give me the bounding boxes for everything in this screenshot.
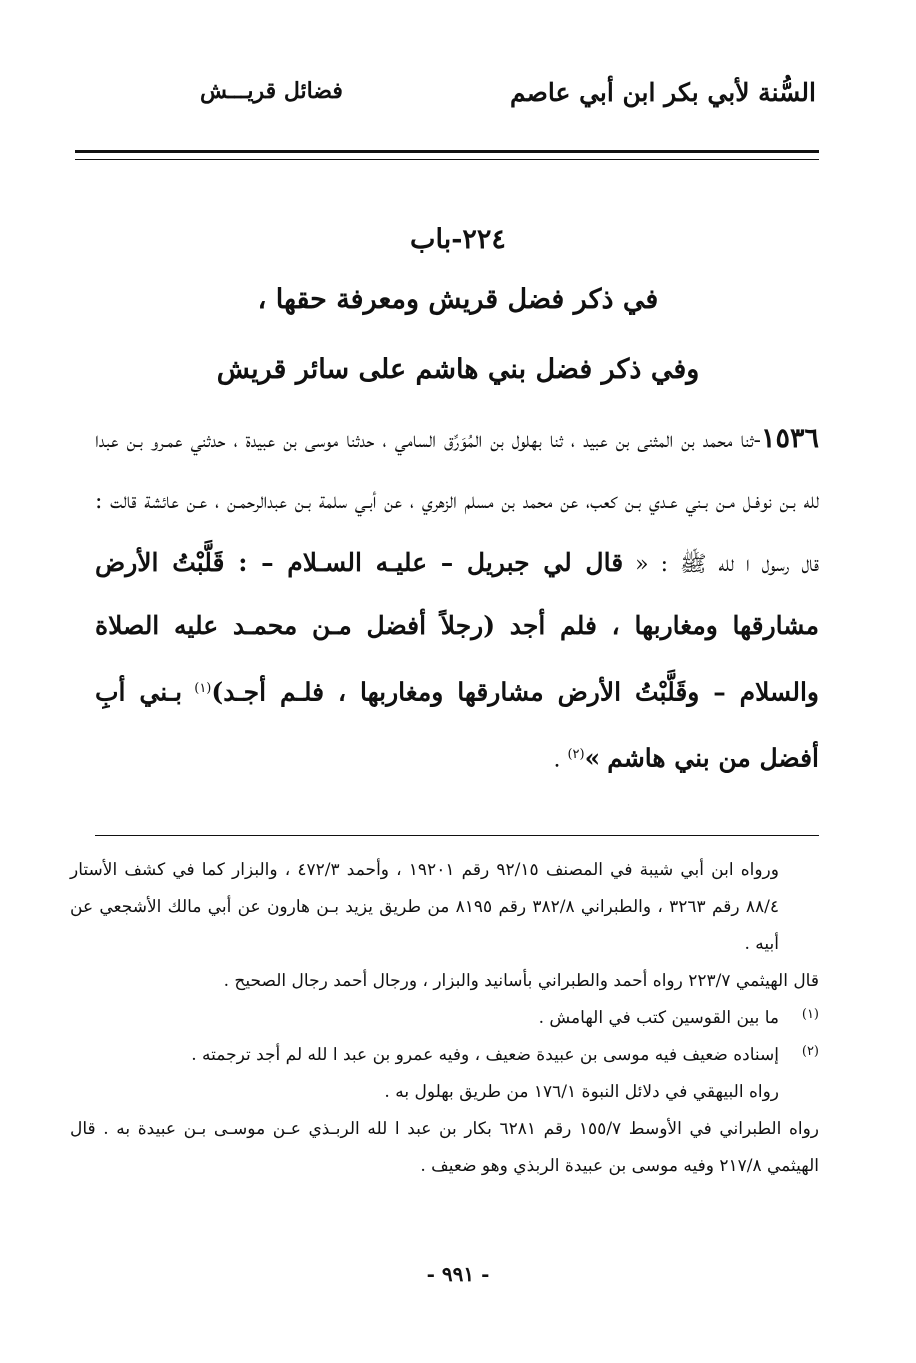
footnote-1-marker: (١) bbox=[801, 1007, 819, 1022]
closing-quote: » bbox=[584, 743, 601, 773]
page-number: - ٩٩١ - bbox=[426, 1262, 490, 1286]
header-rule-thick bbox=[75, 150, 819, 153]
footnote-1-text: ما بين القوسين كتب في الهامش . bbox=[538, 1008, 779, 1028]
hadith-isnad: -ثنا محمد بن المثنى بن عبيد ، ثنا بهلول بن المُوَرِّق السامي ، حدثنا موسى بن عبيدة ، حدثني عمـرو بـن عبدا لله بـن نوفـل مـن بـني عـدي بـن كعب، عن محمد بن مسلم الزهري ، عن أبـي سلمة بـن عبدالرحمـن ، عـن عائشة قالت : قال رسول ا لله ﷺ : « bbox=[95, 428, 819, 577]
footnote-2 bbox=[70, 1037, 819, 1074]
footnote-2-continuation: رواه الطبراني في الأوسط ١٥٥/٧ رقم ٦٢٨١ بكار بن عبد ا لله الربـذي عـن موسـى بـن عبيدة به . قال الهيثمي ٢١٧/٨ وفيه موسى بن عبيدة الربذي وهو ضعيف . bbox=[70, 1119, 820, 1176]
hadith-matn-1: قال لي جبريل – عليـه السـلام – : قَلَّبْتُ الأرض مشارقها ومغاربها ، فلم أجد (رجلاً أفضل مـن محمـد عليه الصلاة والسلام – وقَلَّبْتُ الأرض مشارقها ومغاربها ، فلـم أجـد) bbox=[95, 548, 819, 707]
header-rule-thin bbox=[75, 159, 819, 160]
hadith-number: ١٥٣٦ bbox=[760, 423, 819, 454]
chapter-title-line-2: وفي ذكر فضل بني هاشم على سائر قريش bbox=[216, 354, 700, 385]
chapter-number: ٢٢٤-باب bbox=[410, 224, 506, 255]
footnote-ref-2: (٢) bbox=[567, 747, 585, 763]
section-title: فضائل قريـــش bbox=[200, 78, 343, 104]
footnote-2-text: إسناده ضعيف فيه موسى بن عبيدة ضعيف ، وفيه عمرو بن عبد ا لله لم أجد ترجمته . bbox=[191, 1045, 779, 1065]
hadith-text bbox=[95, 408, 819, 791]
footnotes bbox=[70, 852, 819, 1185]
footnote-rule bbox=[95, 835, 819, 836]
chapter-title-line-1: في ذكر فضل قريش ومعرفة حقها ، bbox=[257, 284, 659, 315]
footnote-2-marker: (٢) bbox=[801, 1044, 819, 1059]
footnote-2-line-2: رواه البيهقي في دلائل النبوة ١٧٦/١ من طريق بهلول به . bbox=[384, 1082, 779, 1102]
hadith-end: . bbox=[553, 747, 568, 773]
hadith-matn-2: بـني أبِ أفضل من بني هاشم bbox=[95, 677, 819, 773]
book-title: السُّنة لأبي بكر ابن أبي عاصم bbox=[509, 78, 816, 107]
footnote-continuation-1: ورواه ابن أبي شيبة في المصنف ٩٢/١٥ رقم ١٩٢٠١ ، وأحمد ٤٧٢/٣ ، والبزار كما في كشف الأستار ٨٨/٤ رقم ٣٢٦٣ ، والطبراني ٣٨٢/٨ رقم ٨١٩٥ من طريق يزيد بـن هارون عن أبي مالك الأشجعي عن أبيه . bbox=[70, 860, 779, 954]
running-head bbox=[70, 78, 816, 118]
footnote-continuation-2: قال الهيثمي ٢٢٣/٧ رواه أحمد والطبراني بأسانيد والبزار ، ورجال أحمد رجال الصحيح . bbox=[223, 971, 819, 991]
footnote-1 bbox=[70, 1000, 819, 1037]
footnote-ref-1: (١) bbox=[194, 681, 212, 696]
